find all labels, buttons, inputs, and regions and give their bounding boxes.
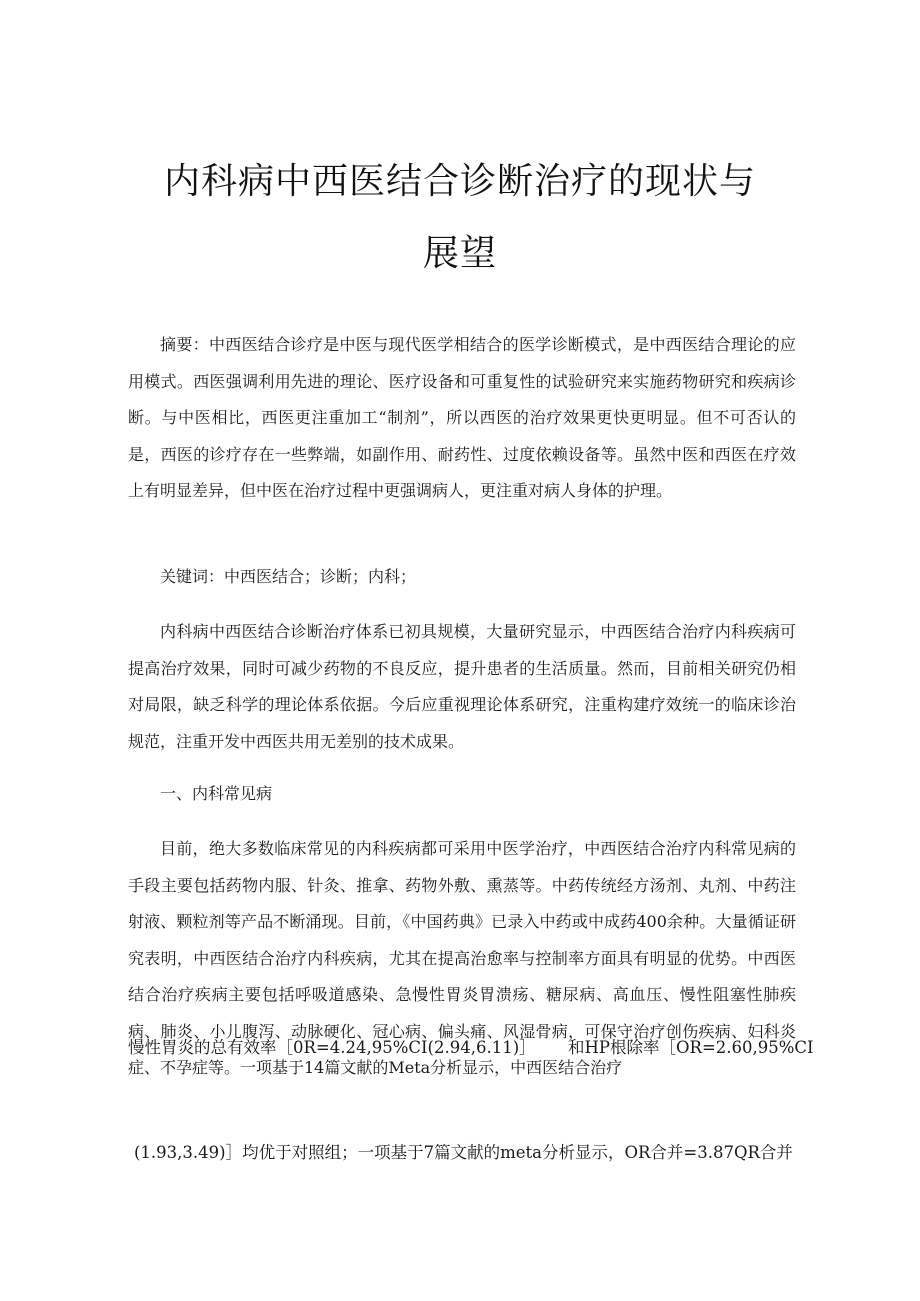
keywords-paragraph: 关键词：中西医结合；诊断；内科； (160, 567, 417, 586)
document-title-line1: 内科病中西医结合诊断治疗的现状与 (163, 161, 756, 202)
citation-line-right: 和HP根除率［OR=2.60,95%CI (568, 1038, 814, 1057)
section-body-paragraph: 目前，绝大多数临床常见的内科疾病都可采用中医学治疗，中西医结合治疗内科常见病的手段主要包括药物内服、针灸、推拿、药物外敷、熏蒸等。中药传统经方汤剂、丸剂、中药注射液、颗粒剂等产品不断涌现。目前，《中国药典》已录入中药或中成药400余种。大量循证研究表明，中西医结合治疗内科疾病，尤其在提高治愈率与控制率方面具有明显的优势。中西医结合治疗疾病主要包括呼吸道感染、急慢性胃炎胃溃疡、糖尿病、高血压、慢性阻塞性肺疾病、肺炎、小儿腹泻、动脉硬化、冠心病、偏头痛、风湿骨病，可保守治疗创伤疾病、妇科炎症、不孕症等。一项基于14篇文献的Meta分析显示，中西医结合治疗 (128, 839, 796, 1077)
section-heading: 一、内科常见病 (160, 784, 273, 803)
document-title-line2: 展望 (422, 233, 497, 274)
abstract-paragraph: 摘要：中西医结合诊疗是中医与现代医学相结合的医学诊断模式，是中西医结合理论的应用模式。西医强调利用先进的理论、医疗设备和可重复性的试验研究来实施药物研究和疾病诊断。与中医相比，西医更注重加工“制剂”，所以西医的治疗效果更快更明显。但不可否认的是，西医的诊疗存在一些弊端，如副作用、耐药性、过度依赖设备等。虽然中医和西医在疗效上有明显差异，但中医在治疗过程中更强调病人，更注重对病人身体的护理。 (128, 335, 796, 500)
citation-line-left: 慢性胃炎的总有效率［0R=4.24,95%CI(2.94,6.11)］ (128, 1038, 536, 1057)
intro-paragraph: 内科病中西医结合诊断治疗体系已初具规模，大量研究显示，中西医结合治疗内科疾病可提高治疗效果，同时可减少药物的不良反应，提升患者的生活质量。然而，目前相关研究仍相对局限，缺乏科学的理论体系依据。今后应重视理论体系研究，注重构建疗效统一的临床诊治规范，注重开发中西医共用无差别的技术成果。 (128, 622, 796, 751)
citation-line-continued: (1.93,3.49)］均优于对照组；一项基于7篇文献的meta分析显示，OR合并=3.87QR合并 (134, 1143, 793, 1162)
